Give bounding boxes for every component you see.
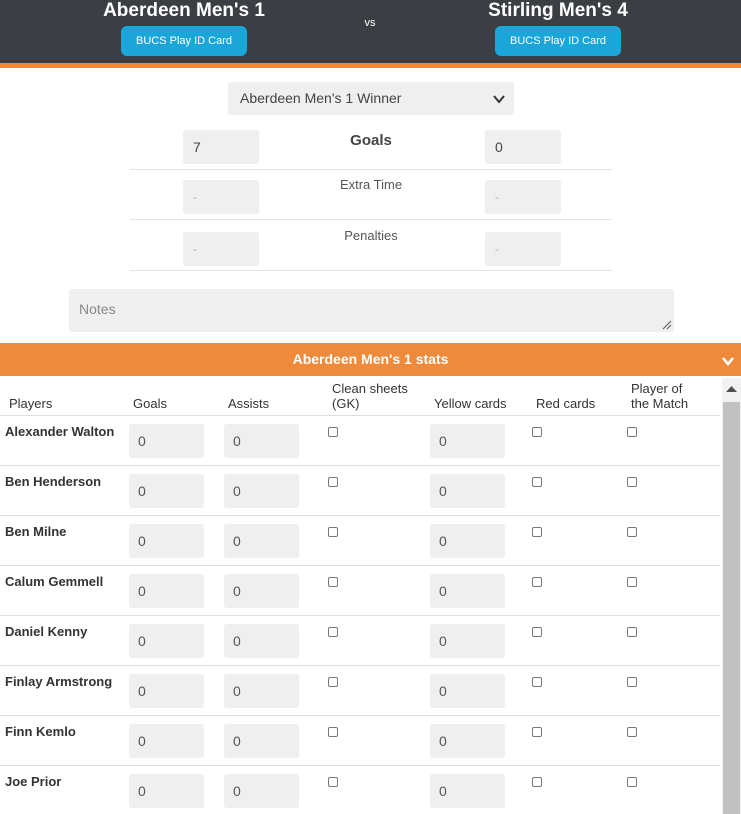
goals-input[interactable]: 0 — [129, 474, 204, 508]
table-header — [0, 378, 720, 416]
goals-input[interactable]: 0 — [129, 574, 204, 608]
yellow-cards-input[interactable]: 0 — [430, 674, 505, 708]
header-yellow-cards: Yellow cards — [434, 396, 507, 411]
goals-input[interactable]: 0 — [129, 524, 204, 558]
goals-label: Goals — [350, 132, 392, 149]
clean-sheet-checkbox[interactable] — [328, 577, 338, 587]
yellow-cards-input[interactable]: 0 — [430, 424, 505, 458]
match-header — [0, 0, 741, 63]
away-extra-time-input[interactable]: - — [485, 180, 561, 214]
player-name: Finlay Armstrong — [5, 674, 113, 689]
player-name: Daniel Kenny — [5, 624, 88, 639]
goals-input[interactable]: 0 — [129, 624, 204, 658]
scroll-up-arrow-icon[interactable] — [722, 378, 741, 400]
clean-sheet-checkbox[interactable] — [328, 527, 338, 537]
yellow-cards-input[interactable]: 0 — [430, 774, 505, 808]
red-card-checkbox[interactable] — [532, 427, 542, 437]
away-goals-input[interactable]: 0 — [485, 130, 561, 164]
clean-sheet-checkbox[interactable] — [328, 727, 338, 737]
red-card-checkbox[interactable] — [532, 477, 542, 487]
extra-time-label: Extra Time — [339, 177, 403, 192]
penalties-row — [130, 221, 612, 271]
winner-select-value: Aberdeen Men's 1 Winner — [240, 90, 402, 106]
header-clean-sheets — [332, 381, 408, 411]
clean-sheet-checkbox[interactable] — [328, 677, 338, 687]
header-clean-sheets-line1: Clean sheets — [332, 381, 408, 396]
goals-input[interactable]: 0 — [129, 424, 204, 458]
assists-input[interactable]: 0 — [224, 474, 299, 508]
player-name: Finn Kemlo — [5, 724, 76, 739]
player-of-match-checkbox[interactable] — [627, 727, 637, 737]
notes-textarea[interactable] — [69, 289, 674, 332]
chevron-down-icon — [492, 92, 506, 106]
player-of-match-checkbox[interactable] — [627, 527, 637, 537]
assists-input[interactable]: 0 — [224, 674, 299, 708]
header-red-cards: Red cards — [536, 396, 596, 411]
vs-label: vs — [364, 17, 376, 29]
header-potm-line1: Player of — [631, 381, 683, 396]
extra-time-row — [130, 170, 612, 220]
stats-section-header[interactable] — [0, 343, 741, 376]
winner-select[interactable] — [228, 82, 514, 115]
resize-grip-icon[interactable] — [662, 320, 672, 330]
home-id-card-button[interactable]: BUCS Play ID Card — [121, 26, 247, 56]
stats-table — [0, 378, 720, 814]
red-card-checkbox[interactable] — [532, 577, 542, 587]
yellow-cards-input[interactable]: 0 — [430, 724, 505, 758]
away-id-card-button[interactable]: BUCS Play ID Card — [495, 26, 621, 56]
away-penalties-input[interactable]: - — [485, 232, 561, 266]
header-player-of-match — [631, 381, 688, 411]
yellow-cards-input[interactable]: 0 — [430, 524, 505, 558]
table-row — [0, 616, 720, 666]
goals-input[interactable]: 0 — [129, 724, 204, 758]
red-card-checkbox[interactable] — [532, 777, 542, 787]
clean-sheet-checkbox[interactable] — [328, 477, 338, 487]
assists-input[interactable]: 0 — [224, 624, 299, 658]
yellow-cards-input[interactable]: 0 — [430, 474, 505, 508]
red-card-checkbox[interactable] — [532, 627, 542, 637]
table-row — [0, 666, 720, 716]
red-card-checkbox[interactable] — [532, 727, 542, 737]
yellow-cards-input[interactable]: 0 — [430, 574, 505, 608]
away-team-name: Stirling Men's 4 — [488, 0, 628, 21]
header-accent-bar — [0, 63, 741, 68]
clean-sheet-checkbox[interactable] — [328, 627, 338, 637]
assists-input[interactable]: 0 — [224, 774, 299, 808]
notes-placeholder: Notes — [79, 301, 116, 317]
player-of-match-checkbox[interactable] — [627, 577, 637, 587]
player-name: Joe Prior — [5, 774, 62, 789]
table-row — [0, 566, 720, 616]
table-row — [0, 716, 720, 766]
home-penalties-input[interactable]: - — [183, 232, 259, 266]
header-assists: Assists — [228, 396, 270, 411]
stats-title: Aberdeen Men's 1 stats — [292, 351, 449, 367]
penalties-label: Penalties — [344, 228, 398, 243]
yellow-cards-input[interactable]: 0 — [430, 624, 505, 658]
assists-input[interactable]: 0 — [224, 724, 299, 758]
player-name: Ben Henderson — [5, 474, 102, 489]
player-of-match-checkbox[interactable] — [627, 477, 637, 487]
player-name: Alexander Walton — [5, 424, 115, 439]
goals-input[interactable]: 0 — [129, 774, 204, 808]
assists-input[interactable]: 0 — [224, 574, 299, 608]
header-potm-line2: the Match — [631, 396, 689, 411]
player-of-match-checkbox[interactable] — [627, 627, 637, 637]
player-name: Ben Milne — [5, 524, 67, 539]
home-team-name: Aberdeen Men's 1 — [103, 0, 265, 21]
assists-input[interactable]: 0 — [224, 524, 299, 558]
table-row — [0, 766, 720, 814]
header-players: Players — [9, 396, 53, 411]
table-row — [0, 516, 720, 566]
player-of-match-checkbox[interactable] — [627, 427, 637, 437]
player-name: Calum Gemmell — [5, 574, 104, 589]
red-card-checkbox[interactable] — [532, 677, 542, 687]
home-extra-time-input[interactable]: - — [183, 180, 259, 214]
player-of-match-checkbox[interactable] — [627, 677, 637, 687]
goals-input[interactable]: 0 — [129, 674, 204, 708]
scrollbar[interactable] — [722, 378, 741, 814]
assists-input[interactable]: 0 — [224, 424, 299, 458]
table-row — [0, 466, 720, 516]
clean-sheet-checkbox[interactable] — [328, 427, 338, 437]
scroll-thumb[interactable] — [723, 402, 740, 814]
goals-row — [130, 120, 612, 170]
player-of-match-checkbox[interactable] — [627, 777, 637, 787]
home-team-block — [59, 0, 309, 56]
chevron-down-icon — [721, 354, 735, 368]
away-team-block — [433, 0, 683, 56]
header-clean-sheets-line2: (GK) — [332, 396, 360, 411]
table-row — [0, 416, 720, 466]
header-goals: Goals — [133, 396, 167, 411]
clean-sheet-checkbox[interactable] — [328, 777, 338, 787]
home-goals-input[interactable]: 7 — [183, 130, 259, 164]
red-card-checkbox[interactable] — [532, 527, 542, 537]
